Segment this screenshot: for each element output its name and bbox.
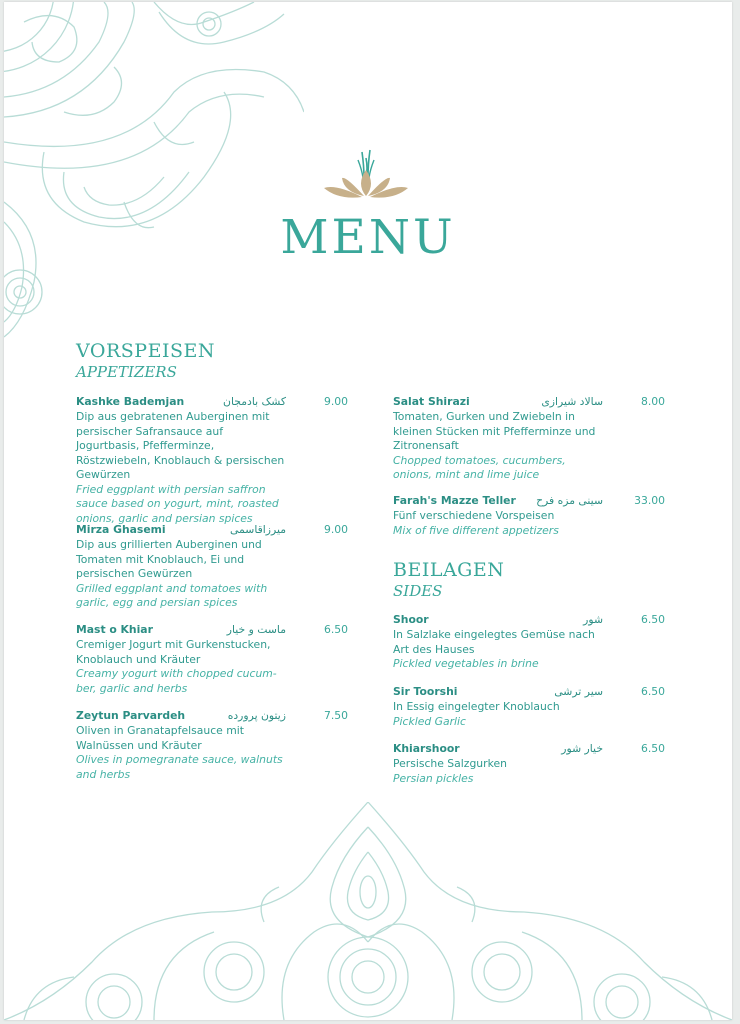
- item-name-persian: کشک بادمجان: [223, 395, 286, 408]
- section-heading-sides: [393, 559, 504, 601]
- item-description-de: Cremiger Jogurt mit Gurkenstucken, Knoblauch und Kräuter: [76, 638, 271, 666]
- section-heading-appetizers: [76, 340, 215, 382]
- item-price: 9.00: [323, 395, 348, 408]
- item-price: 6.50: [323, 623, 348, 636]
- item-name-persian: سالاد شیرازی: [541, 395, 603, 408]
- item-description-en: Mix of five different appetizers: [393, 523, 559, 537]
- item-description-de: Oliven in Granatapfelsauce mit Walnüssen und Kräuter: [76, 724, 244, 752]
- mandala-ornament-bottom: [4, 802, 732, 1020]
- menu-item-shoor: [393, 613, 665, 672]
- item-name: Shoor: [393, 613, 429, 626]
- item-description-de: Tomaten, Gurken und Zwiebeln in kleinen Stücken mit Pfefferminze und Zitronensaft: [393, 410, 596, 452]
- item-description-en: Persian pickles: [393, 771, 474, 785]
- menu-title: MENU: [280, 210, 456, 265]
- section-title-de: VORSPEISEN: [76, 340, 215, 362]
- section-title-en: SIDES: [393, 582, 443, 600]
- item-name-persian: زیتون پرورده: [227, 709, 286, 722]
- item-name: Salat Shirazi: [393, 395, 470, 408]
- item-price: 6.50: [640, 742, 665, 755]
- item-name-persian: شور: [583, 613, 603, 626]
- item-price: 8.00: [640, 395, 665, 408]
- item-description-en: Fried eggplant with persian saffron sauce based on yogurt, mint, roasted onions, garlic and persian spices: [76, 482, 279, 525]
- item-description-de: In Salzlake eingelegtes Gemüse nach Art des Hauses: [393, 628, 595, 656]
- menu-item-salat-shirazi: [393, 395, 665, 483]
- lotus-logo-icon: [318, 148, 414, 202]
- section-title-de: BEILAGEN: [393, 559, 505, 581]
- item-price: 33.00: [634, 494, 665, 507]
- item-name-persian: سینی مزه فرح: [536, 494, 603, 507]
- item-name: Mast o Khiar: [76, 623, 153, 636]
- item-name: Zeytun Parvardeh: [76, 709, 186, 722]
- item-name-persian: ماست و خیار: [226, 623, 286, 636]
- menu-item-khiarshoor: [393, 742, 665, 786]
- item-description-en: Creamy yogurt with chopped cucum-ber, garlic and herbs: [76, 667, 277, 695]
- item-description-en: Pickled vegetables in brine: [393, 657, 539, 670]
- item-name: Mirza Ghasemi: [76, 523, 166, 536]
- item-price: 6.50: [640, 685, 665, 698]
- item-price: 9.00: [323, 523, 348, 536]
- mandala-ornament-top-left: [4, 2, 304, 342]
- menu-item-kashke-bademjan: [76, 395, 348, 526]
- item-description-de: In Essig eingelegter Knoblauch: [393, 700, 560, 713]
- item-description-en: Grilled eggplant and tomatoes with garlic, egg and persian spices: [76, 581, 268, 609]
- section-title-en: APPETIZERS: [76, 363, 177, 381]
- item-description-de: Dip aus grillierten Auberginen und Tomaten mit Knoblauch, Ei und persischen Gewürzen: [76, 538, 262, 580]
- menu-item-sir-toorshi: [393, 685, 665, 729]
- item-name-persian: میرزاقاسمی: [230, 523, 286, 536]
- item-name-persian: سیر ترشی: [554, 685, 603, 698]
- item-description-en: Pickled Garlic: [393, 714, 466, 728]
- item-description-de: Fünf verschiedene Vorspeisen: [393, 509, 555, 522]
- menu-item-mast-o-khiar: [76, 623, 348, 696]
- item-name: Farah's Mazze Teller: [393, 494, 516, 507]
- item-name: Sir Toorshi: [393, 685, 458, 698]
- item-name-persian: خیار شور: [561, 742, 603, 755]
- menu-item-mirza-ghasemi: [76, 523, 348, 611]
- menu-item-farahs-mazze-teller: [393, 494, 665, 538]
- item-description-de: Persische Salzgurken: [393, 757, 507, 770]
- item-price: 6.50: [640, 613, 665, 626]
- item-price: 7.50: [323, 709, 348, 722]
- item-description-en: Olives in pomegranate sauce, walnuts and herbs: [76, 753, 283, 781]
- item-description-en: Chopped tomatoes, cucumbers, onions, mint and lime juice: [393, 453, 566, 481]
- item-name: Khiarshoor: [393, 742, 460, 755]
- item-name: Kashke Bademjan: [76, 395, 185, 408]
- menu-page: [4, 2, 732, 1020]
- item-description-de: Dip aus gebratenen Auberginen mit persischer Safransauce auf Jogurtbasis, Pfefferminze, Röstzwiebeln, Knoblauch & persischen Gewürzen: [76, 410, 285, 481]
- menu-item-zeytun-parvardeh: [76, 709, 348, 782]
